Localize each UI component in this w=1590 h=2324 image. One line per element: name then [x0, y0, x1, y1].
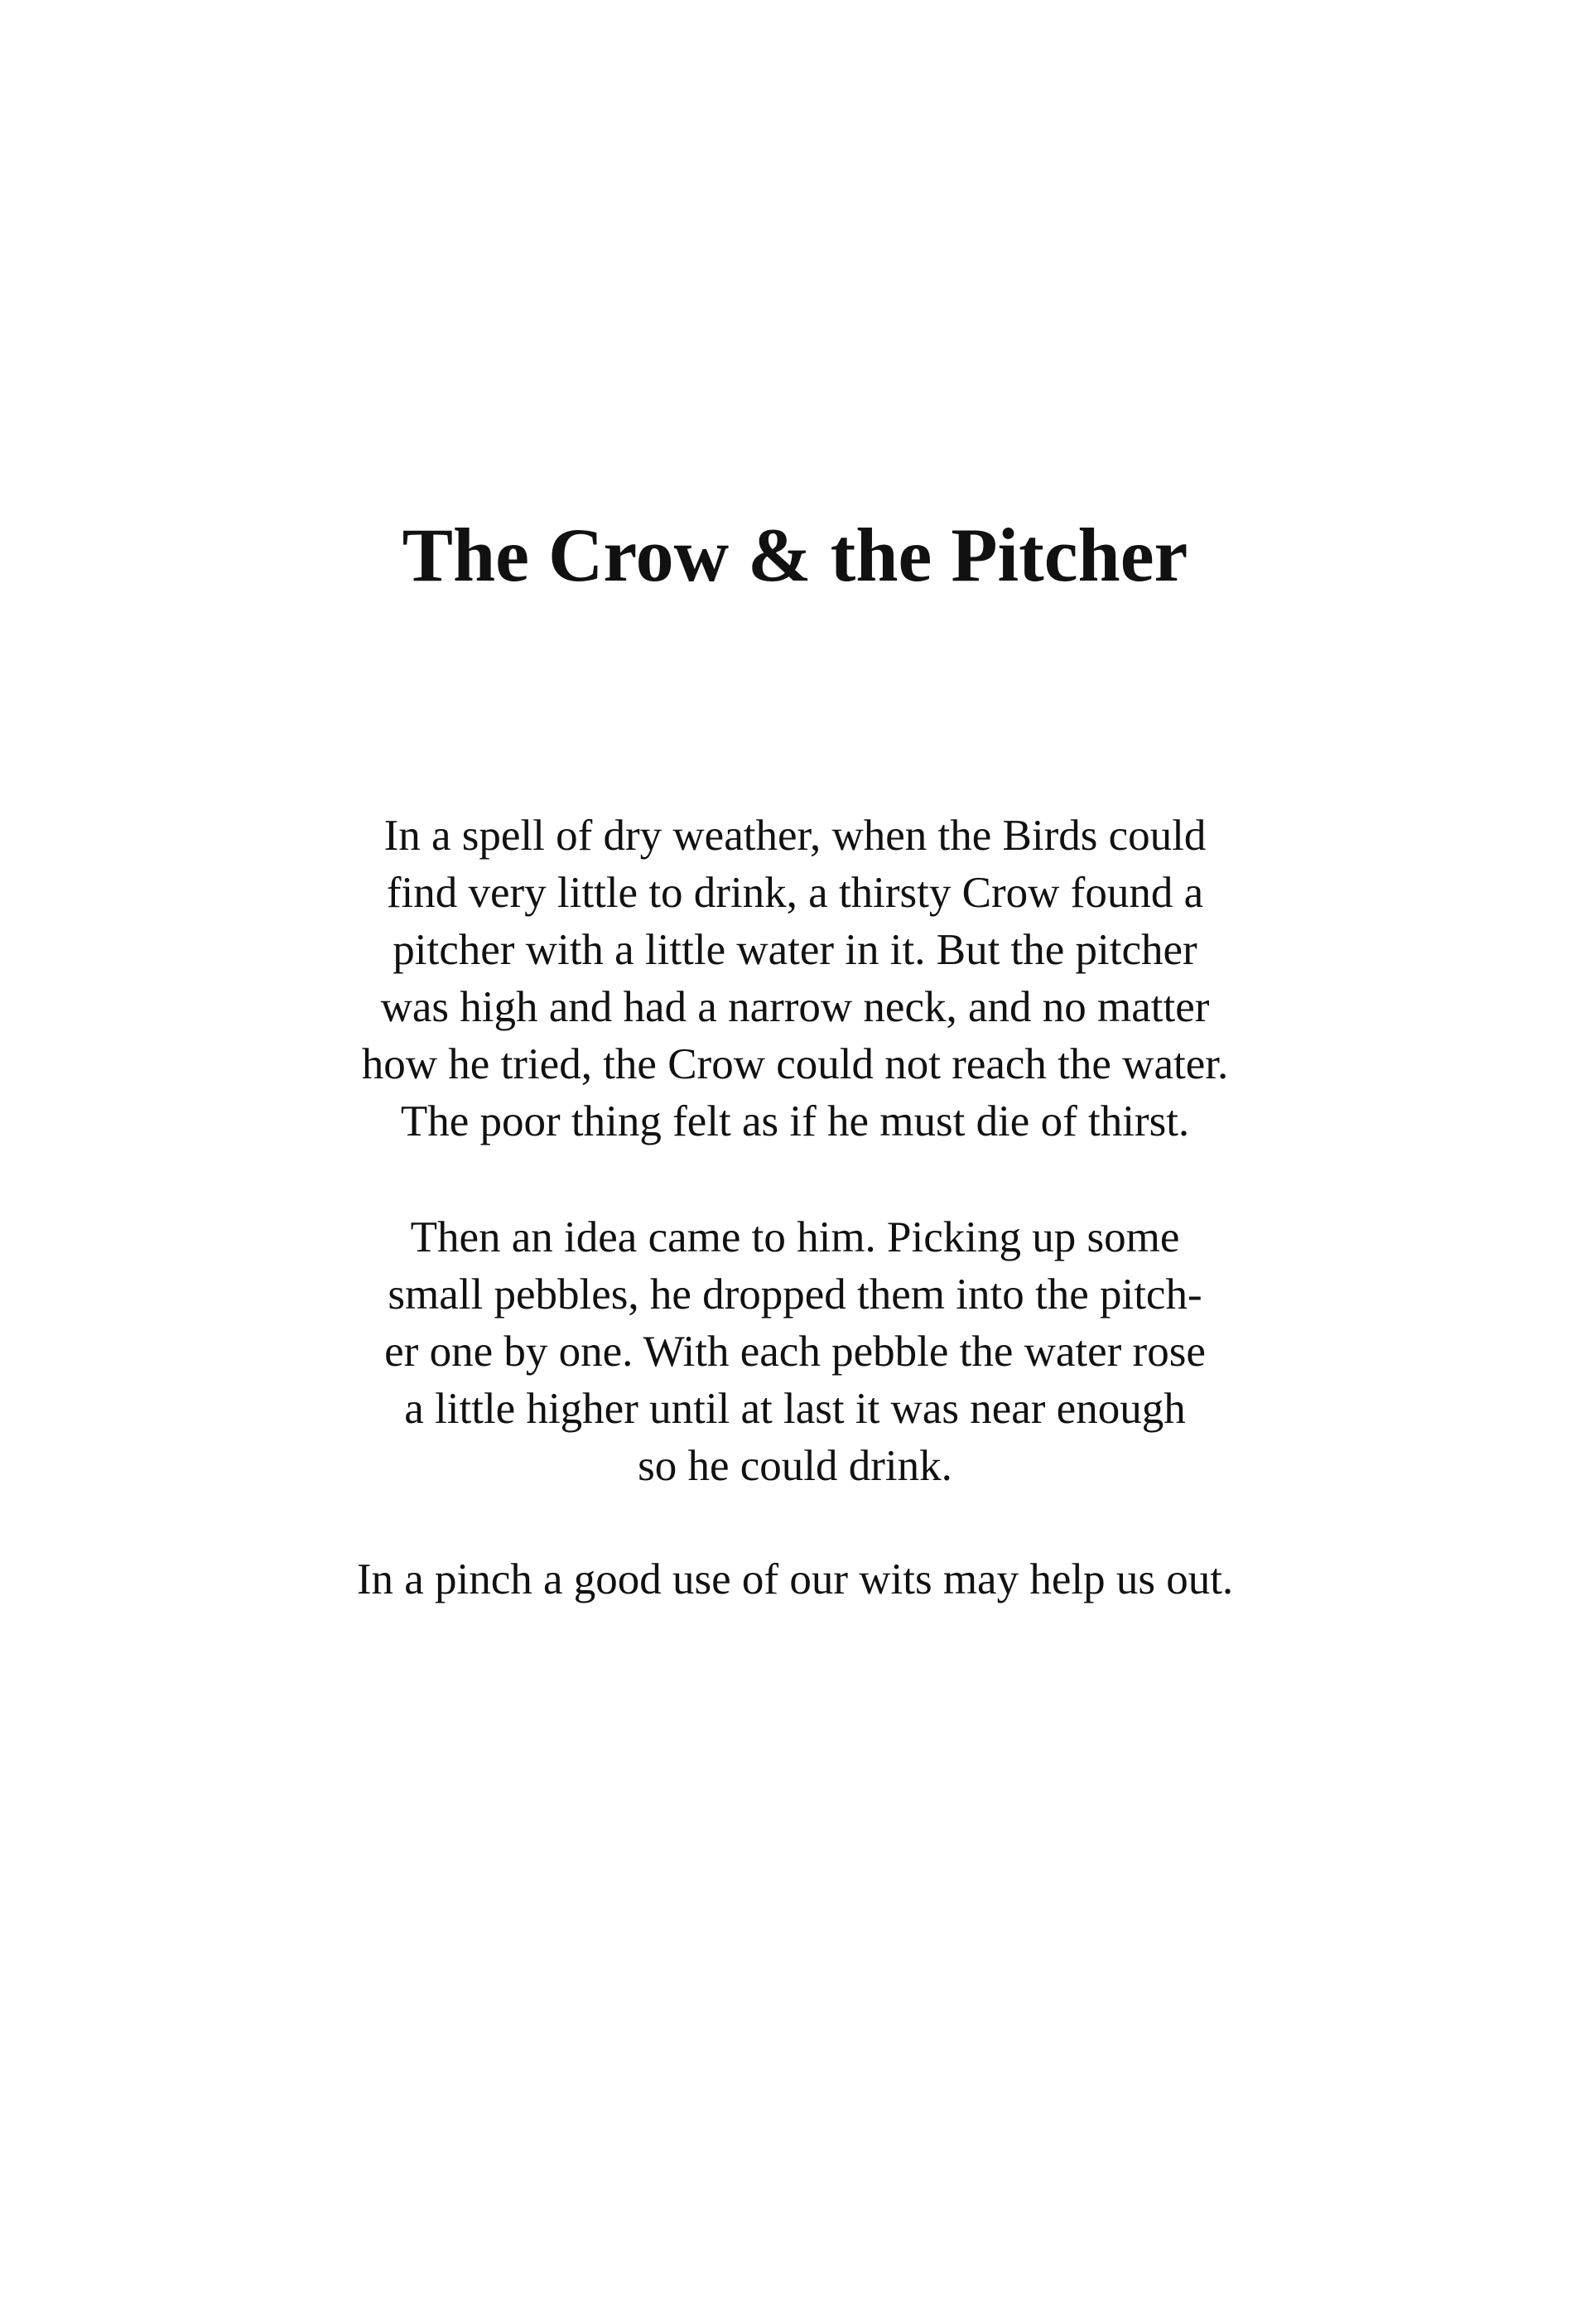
story-paragraph-2: [0, 1209, 1590, 1495]
text-line: In a spell of dry weather, when the Birds could: [383, 812, 1207, 860]
text-line: find very little to drink, a thirsty Crow found a: [386, 869, 1204, 917]
story-paragraph-1: [0, 808, 1590, 1150]
moral-line: In a pinch a good use of our wits may help us out.: [356, 1555, 1234, 1603]
page-title: The Crow & the Pitcher: [402, 513, 1188, 597]
text-line: The poor thing felt as if he must die of thirst.: [400, 1097, 1190, 1145]
text-line: a little higher until at last it was near enough: [404, 1385, 1186, 1433]
text-line: small pebbles, he dropped them into the pitch-: [388, 1270, 1202, 1319]
moral-text: [0, 1551, 1590, 1608]
text-line: so he could drink.: [638, 1442, 952, 1490]
text-line: pitcher with a little water in it. But the pitcher: [393, 926, 1197, 974]
text-line: er one by one. With each pebble the water rose: [384, 1328, 1206, 1376]
text-line: Then an idea came to him. Picking up some: [410, 1213, 1180, 1261]
text-line: was high and had a narrow neck, and no matter: [380, 983, 1210, 1031]
text-line: how he tried, the Crow could not reach the water.: [361, 1040, 1229, 1088]
